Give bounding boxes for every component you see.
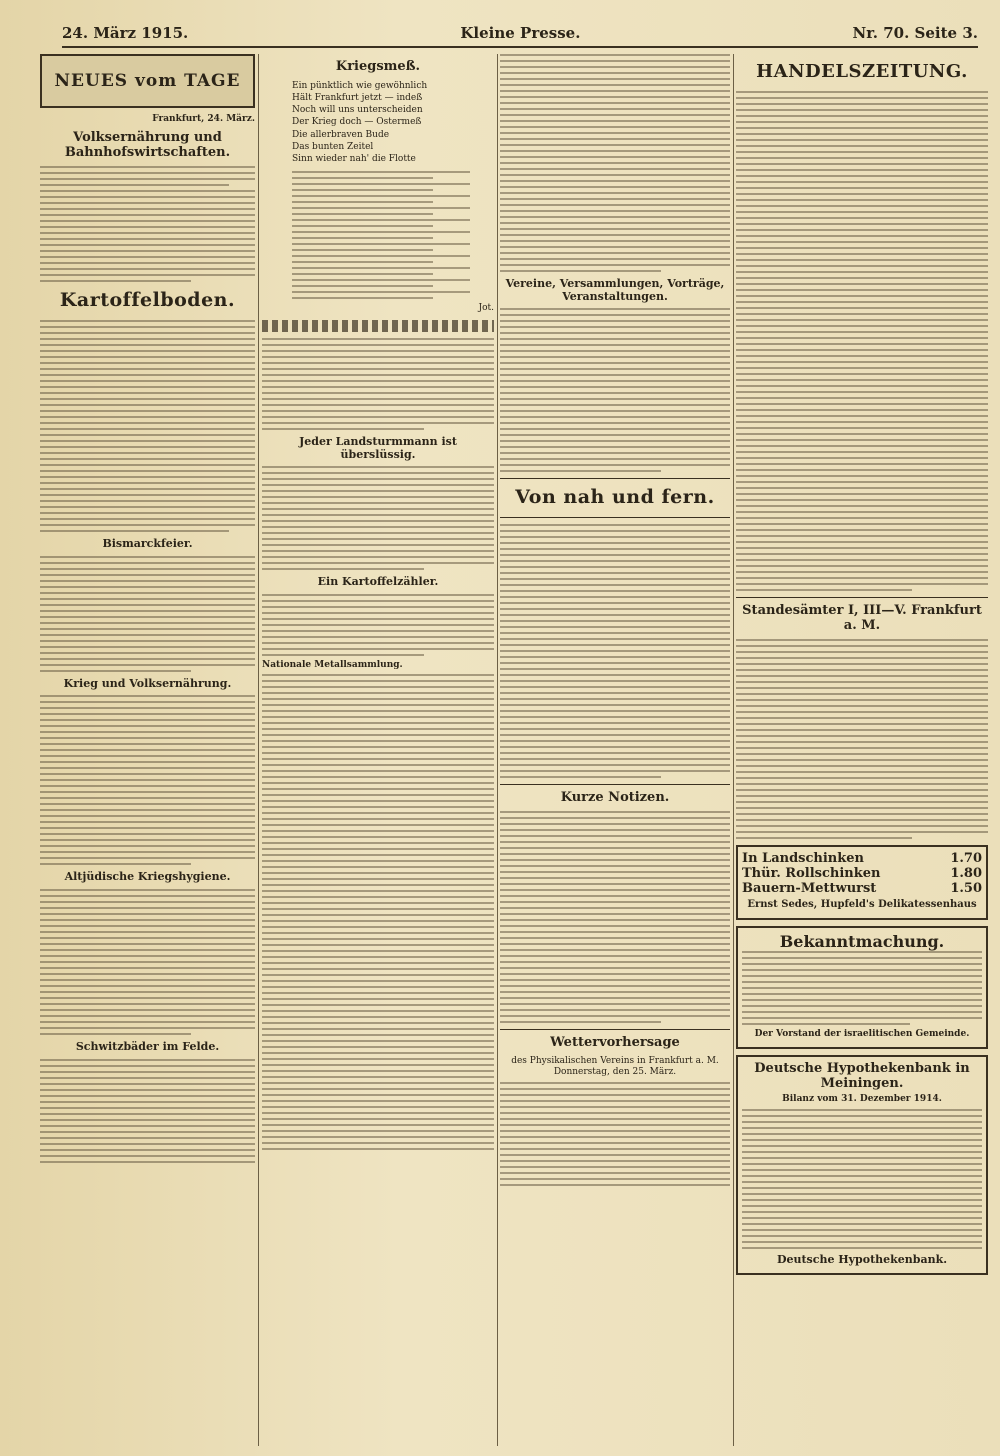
column-2	[262, 54, 494, 1446]
section-title: Vereine, Versammlungen, Vorträge, Veranstaltungen.	[505, 277, 725, 303]
article-body	[40, 166, 255, 282]
announcement	[736, 926, 988, 1049]
article-body	[500, 524, 730, 778]
header-paper-name: Kleine Presse.	[460, 24, 581, 42]
article-body	[40, 889, 255, 1035]
section-subtitle: Jeder Landsturmmann ist überslüssig.	[299, 435, 457, 461]
article-body	[262, 466, 494, 570]
column-4	[736, 54, 988, 1446]
column-rule	[258, 54, 259, 1446]
ornamental-divider	[262, 320, 494, 332]
column-rule	[733, 54, 734, 1446]
poem-continued	[262, 171, 494, 299]
article-body	[262, 594, 494, 656]
ad-item: In Landschinken	[742, 850, 864, 866]
section-subtitle: Schwitzbäder im Felde.	[75, 1039, 220, 1053]
article-title: Kartoffelboden.	[59, 289, 236, 312]
weather-title: Wettervorhersage	[550, 1035, 680, 1051]
divider	[500, 1029, 730, 1030]
announcement-title: Bekanntmachung.	[779, 932, 945, 952]
weather-table	[500, 1082, 730, 1186]
registry-list	[736, 639, 988, 839]
article-body	[40, 1059, 255, 1163]
advertisement	[736, 845, 988, 921]
section-title: Von nah und fern.	[515, 486, 715, 509]
poem-title: Kriegsmeß.	[335, 59, 421, 74]
dateline: Frankfurt, 24. März.	[152, 114, 255, 124]
announcement-footer: Der Vorstand der israelitischen Gemeinde.	[754, 1029, 970, 1040]
poem-author: Jot.	[478, 302, 494, 313]
bank-footer: Deutsche Hypothekenbank.	[776, 1252, 948, 1266]
article-body	[500, 811, 730, 1023]
column-3	[500, 54, 730, 1446]
ad-item: Thür. Rollschinken	[742, 865, 881, 881]
neues-vom-tage-logo: NEUES vom TAGE	[40, 54, 255, 108]
section-subtitle: Bismarckfeier.	[102, 536, 193, 550]
article-title: Volksernährung und Bahnhofswirtschaften.	[64, 130, 231, 161]
section-subtitle: Altjüdische Kriegshygiene.	[64, 870, 231, 884]
ad-price: 1.70	[950, 850, 982, 866]
divider	[500, 478, 730, 479]
ad-price: 1.50	[950, 880, 982, 896]
section-title: Kurze Notizen.	[560, 790, 670, 806]
bank-title: Deutsche Hypothekenbank in Meiningen.	[754, 1061, 970, 1092]
section-subtitle: Nationale Metallsammlung.	[262, 660, 403, 671]
article-body	[736, 91, 988, 591]
balance-table	[742, 1109, 982, 1249]
divider	[500, 784, 730, 785]
weather-subtitle: des Physikalischen Vereins in Frankfurt a. M. Donnerstag, den 25. März.	[511, 1056, 719, 1078]
column-1	[40, 54, 255, 1446]
article-body	[500, 308, 730, 472]
ad-item: Bauern-Mettwurst	[742, 880, 877, 896]
column-rule	[497, 54, 498, 1446]
article-body	[40, 320, 255, 532]
article-body	[262, 674, 494, 1150]
divider	[736, 597, 988, 598]
article-body	[40, 556, 255, 672]
section-subtitle: Ein Kartoffelzähler.	[317, 575, 439, 589]
article-body	[40, 695, 255, 865]
divider	[500, 517, 730, 518]
ad-shop: Ernst Sedes, Hupfeld's Delikatessenhaus	[747, 898, 977, 910]
article-body	[500, 54, 730, 272]
section-title: Standesämter I, III—V. Frankfurt a. M.	[742, 602, 982, 633]
section-subtitle: Krieg und Volksernährung.	[63, 676, 232, 690]
article-body	[262, 338, 494, 430]
header-date: 24. März 1915.	[62, 24, 189, 42]
announcement-body	[742, 951, 982, 1025]
page-header	[62, 20, 978, 48]
header-issue: Nr. 70. Seite 3.	[852, 24, 978, 42]
poem: Ein pünktlich wie gewöhnlich Hält Frankfurt jetzt — indeß Noch will uns unterscheiden Der Krieg doch — Ostermeß Die allerbraven Bude Das bunten Zeitel Sinn wieder nah' die Flotte	[292, 80, 428, 164]
section-title: HANDELSZEITUNG.	[756, 61, 968, 82]
bank-balance-sheet	[736, 1055, 988, 1275]
bilanz-title: Bilanz vom 31. Dezember 1914.	[782, 1094, 942, 1105]
ad-price: 1.80	[950, 865, 982, 881]
